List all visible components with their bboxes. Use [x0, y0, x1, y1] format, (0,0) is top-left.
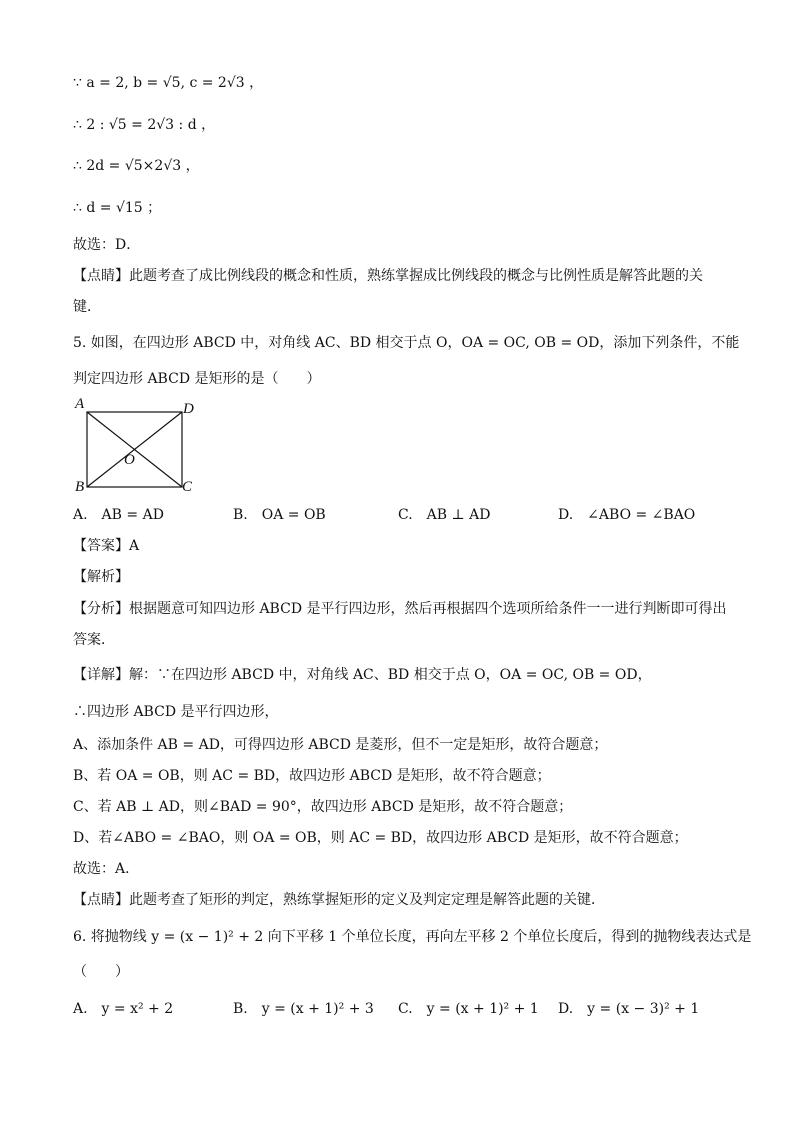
q6-choice-b: B. y = (x + 1)² + 3 — [233, 1001, 374, 1017]
answer-q5: 故选：A． — [73, 861, 140, 877]
q6-choice-d: D. y = (x − 3)² + 1 — [558, 1001, 700, 1017]
q6-choice-c: C. y = (x + 1)² + 1 — [398, 1001, 539, 1017]
detail-option-c: C、若 AB ⊥ AD，则∠BAD = 90°，故四边形 ABCD 是矩形，故不符合题意； — [73, 799, 573, 815]
comment-prev-cont: 键． — [73, 299, 101, 315]
q5-choice-a: A. AB = AD — [73, 507, 164, 523]
detail-option-d: D、若∠ABO = ∠BAO，则 OA = OB，则 AC = BD，故四边形 ABCD 是矩形，故不符合题意； — [73, 830, 688, 846]
q5-choice-b: B. OA = OB — [233, 507, 326, 523]
detail-line1: 【详解】解：∵在四边形 ABCD 中，对角线 AC、BD 相交于点 O，OA = OC, OB = OD， — [73, 667, 652, 683]
label-o: O — [124, 452, 135, 468]
comment-prev: 【点睛】此题考查了成比例线段的概念和性质，熟练掌握成比例线段的概念与比例性质是解答此题的关 — [73, 268, 703, 284]
answer-prev: 故选：D． — [73, 237, 141, 253]
label-a: A — [75, 396, 85, 412]
comment-q5: 【点睛】此题考查了矩形的判定，熟练掌握矩形的定义及判定定理是解答此题的关键． — [73, 892, 605, 908]
quadrilateral-figure — [73, 396, 213, 496]
detail-option-a: A、添加条件 AB = AD，可得四边形 ABCD 是菱形，但不一定是矩形，故符合题意； — [73, 737, 608, 753]
answer-tag: 【答案】A — [73, 538, 140, 554]
question-5-line1: 5. 如图，在四边形 ABCD 中，对角线 AC、BD 相交于点 O，OA = OC, OB = OD，添加下列条件，不能 — [73, 335, 740, 351]
question-6-line1: 6. 将抛物线 y = (x − 1)² + 2 向下平移 1 个单位长度，再向左平移 2 个单位长度后，得到的抛物线表达式是 — [73, 929, 752, 945]
step-given: ∵ a = 2, b = √5, c = 2√3 ， — [73, 75, 264, 91]
q6-choice-a: A. y = x² + 2 — [73, 1001, 174, 1017]
step-ratio: ∴ 2 : √5 = 2√3 : d ， — [73, 117, 216, 133]
step-product: ∴ 2d = √5×2√3 ， — [73, 158, 200, 174]
analysis-line1: 【分析】根据题意可知四边形 ABCD 是平行四边形，然后再根据四个选项所给条件一一进行判断即可得出 — [73, 601, 727, 617]
detail-line2: ∴四边形 ABCD 是平行四边形， — [73, 704, 279, 720]
label-c: C — [182, 479, 193, 495]
q5-choice-d: D. ∠ABO = ∠BAO — [558, 507, 696, 523]
label-d: D — [183, 401, 194, 417]
analysis-line2: 答案． — [73, 632, 115, 648]
label-b: B — [75, 479, 85, 495]
question-6-line2: （ ） — [73, 964, 129, 980]
step-result: ∴ d = √15 ； — [73, 200, 162, 216]
detail-option-b: B、若 OA = OB，则 AC = BD，故四边形 ABCD 是矩形，故不符合题意； — [73, 768, 551, 784]
analysis-tag: 【解析】 — [73, 569, 129, 585]
q5-choice-c: C. AB ⊥ AD — [398, 507, 491, 523]
question-5-line2: 判定四边形 ABCD 是矩形的是（ ） — [73, 371, 321, 387]
